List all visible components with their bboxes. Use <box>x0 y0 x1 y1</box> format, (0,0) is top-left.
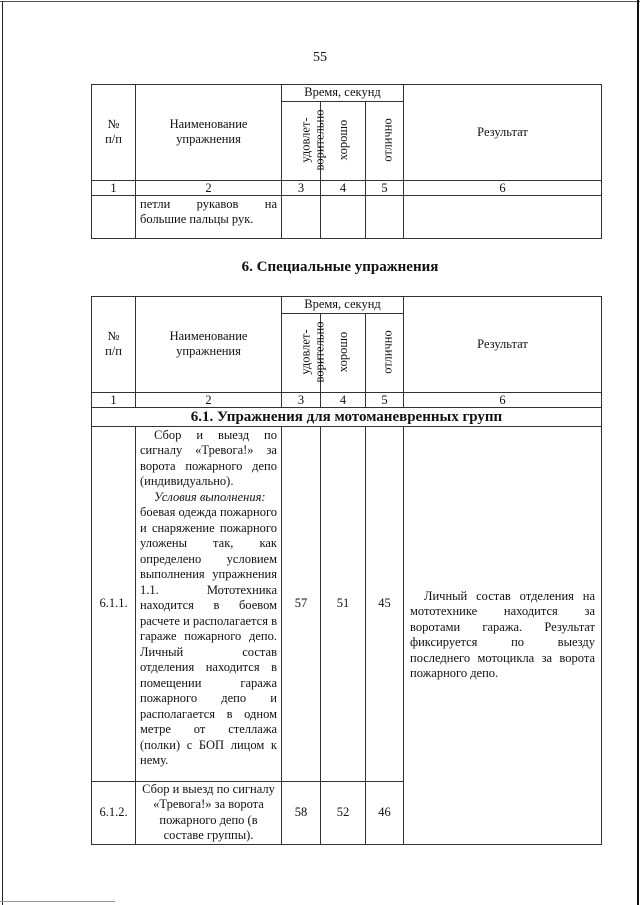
row-excellent: 45 <box>366 426 404 781</box>
header-excellent <box>366 313 404 392</box>
row-satisfactory: 57 <box>282 426 321 781</box>
header-excellent <box>366 101 404 180</box>
header-satisfactory-line1: удовлет- <box>298 117 313 163</box>
header-good-text: хорошо <box>336 331 350 372</box>
header-num-line1: № <box>107 328 120 343</box>
row-result <box>404 426 602 844</box>
header-name-line2: упражнения <box>176 344 241 359</box>
page-number: 55 <box>313 50 327 65</box>
row-excellent: 46 <box>366 781 404 844</box>
row-num: 6.1.2. <box>92 781 136 844</box>
column-number: 6 <box>404 180 602 195</box>
header-excellent-text: отлично <box>380 118 395 162</box>
header-num-line1: № <box>107 116 120 131</box>
header-satisfactory <box>282 101 327 180</box>
header-time-group: Время, секунд <box>282 297 404 314</box>
header-name <box>136 297 282 393</box>
row-name <box>136 426 282 781</box>
header-good <box>321 313 366 392</box>
header-name-line1: Наименование <box>169 328 248 343</box>
header-time-group: Время, секунд <box>282 85 404 102</box>
norms-table-continued <box>91 84 602 239</box>
row-good <box>321 195 366 238</box>
header-good <box>321 101 366 180</box>
header-excellent-text: отлично <box>380 330 395 374</box>
row-good: 51 <box>321 426 366 781</box>
header-satisfactory-line2: ворительно <box>312 321 327 383</box>
table-row <box>92 426 602 781</box>
page-frame-right <box>637 0 639 905</box>
column-number: 1 <box>92 180 136 195</box>
header-num-line2: п/п <box>105 132 122 147</box>
header-name-line2: упражнения <box>176 132 241 147</box>
header-num-line2: п/п <box>105 344 122 359</box>
row-satisfactory: 58 <box>282 781 321 844</box>
row-result-text: Личный состав отделения на мототехнике находится за воротами гаража. Результат фиксируется по выезду последнего мотоцикла за ворота пожарного депо. <box>410 588 595 680</box>
row-conditions-text: боевая одежда пожарного и снаряжение пожарного уложены так, как определено условием выполнения упражнения 1.1. Мототехника находится в боевом расчете и располагается в гараже пожарного депо. Личный состав отделения находится в помещении гаража пожарного депо и располагается в одном метре от стеллажа (полки) с БОП лицом к нему. <box>140 505 278 767</box>
header-result: Результат <box>404 85 602 181</box>
header-row <box>92 85 602 102</box>
header-name-line1: Наименование <box>169 116 248 131</box>
header-satisfactory-text <box>298 109 326 170</box>
column-number: 4 <box>321 180 366 195</box>
row-conditions-label: Условия выполнения: <box>154 489 266 504</box>
column-number-row <box>92 180 602 195</box>
header-num <box>92 297 136 393</box>
row-excellent <box>366 195 404 238</box>
row-name-text: Сбор и выезд по сигналу «Тревога!» за ворота пожарного депо (индивидуально). <box>140 427 277 488</box>
header-row <box>92 297 602 314</box>
row-num <box>92 195 136 238</box>
header-result: Результат <box>404 297 602 393</box>
column-number: 4 <box>321 392 366 407</box>
column-number: 5 <box>366 392 404 407</box>
row-good: 52 <box>321 781 366 844</box>
header-satisfactory-line1: удовлет- <box>298 329 313 375</box>
norms-table-special <box>91 296 602 845</box>
header-num <box>92 85 136 181</box>
column-number: 5 <box>366 180 404 195</box>
column-number: 3 <box>282 392 321 407</box>
row-name: петли рукавов на большие пальцы рук. <box>136 195 282 238</box>
header-name <box>136 85 282 181</box>
header-satisfactory-line2: ворительно <box>312 109 327 171</box>
header-satisfactory-text <box>298 321 326 382</box>
section-title: 6. Специальные упражнения <box>241 259 439 275</box>
subsection-title: 6.1. Упражнения для мотоманевренных групп <box>92 407 602 426</box>
header-satisfactory <box>282 313 327 392</box>
column-number: 2 <box>136 180 282 195</box>
page-footer-mark <box>0 901 115 902</box>
row-num: 6.1.1. <box>92 426 136 781</box>
column-number-row <box>92 392 602 407</box>
row-name: Сбор и выезд по сигналу «Тревога!» за ворота пожарного депо (в составе группы). <box>136 781 282 844</box>
table-row <box>92 195 602 238</box>
header-good-text: хорошо <box>336 119 350 160</box>
column-number: 3 <box>282 180 321 195</box>
page-frame-top <box>0 1 640 2</box>
row-satisfactory <box>282 195 321 238</box>
subsection-row <box>92 407 602 426</box>
row-result <box>404 195 602 238</box>
page-frame-left <box>2 1 3 905</box>
column-number: 1 <box>92 392 136 407</box>
column-number: 6 <box>404 392 602 407</box>
column-number: 2 <box>136 392 282 407</box>
